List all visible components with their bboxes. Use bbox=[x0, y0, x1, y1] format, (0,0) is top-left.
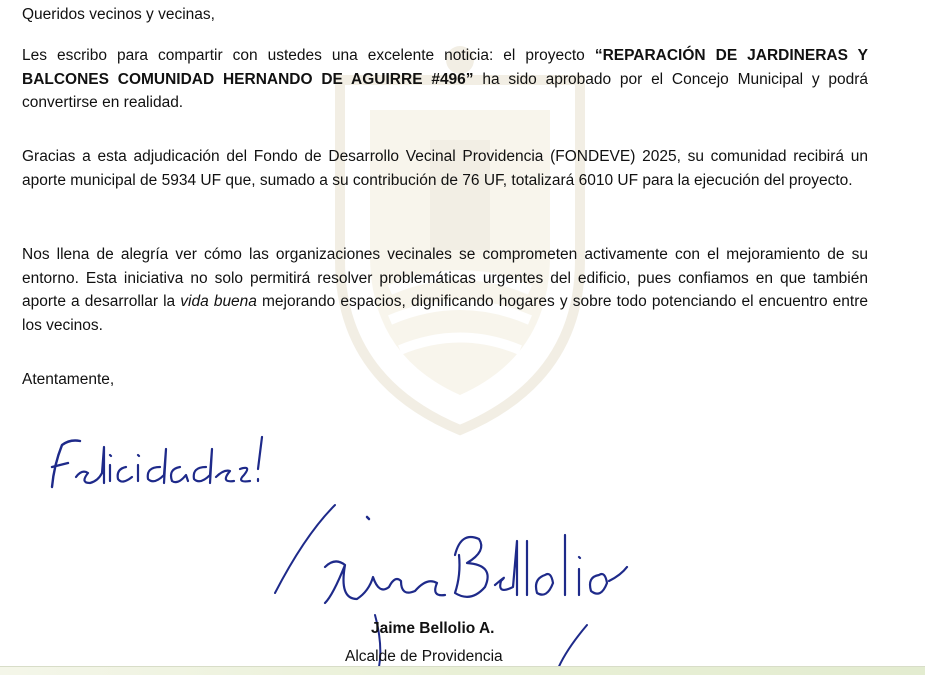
paragraph-encouragement-intro: Nos llena de alegría ver cómo las organizaciones vecinales se comprometen activamente con el mejoramiento de su entorno. Esta iniciativa no solo permitirá resolver problemáticas urgentes del edificio, pues confiamos en que también aporte a desarrollar la bbox=[22, 246, 868, 310]
bottom-edge-strip bbox=[0, 666, 925, 675]
paragraph-approval bbox=[22, 44, 868, 115]
greeting: Queridos vecinos y vecinas, bbox=[22, 6, 215, 23]
closing: Atentamente, bbox=[22, 371, 115, 388]
paragraph-funding: Gracias a esta adjudicación del Fondo de Desarrollo Vecinal Providencia (FONDEVE) 2025, su comunidad recibirá un aporte municipal de 5934 UF que, sumado a su contribución de 76 UF, totalizará 6010 UF para la ejecución del proyecto. bbox=[22, 148, 868, 189]
paragraph-approval-end: ha sido aprobado por el Concejo Municipal y podrá convertirse en realidad. bbox=[22, 70, 869, 111]
paragraph-encouragement bbox=[22, 243, 868, 337]
paragraph-approval-intro: Les escribo para compartir con ustedes una excelente noticia: el proyecto bbox=[22, 47, 595, 64]
handwritten-felicidades-icon bbox=[40, 425, 270, 495]
signer-title: Alcalde de Providencia bbox=[345, 648, 503, 665]
paragraph-encouragement-end: mejorando espacios, dignificando hogares y sobre todo potenciando el encuentro entre los vecinos. bbox=[22, 293, 868, 334]
project-name: “REPARACIÓN DE JARDINERAS Y BALCONES COMUNIDAD HERNANDO DE AGUIRRE #496” bbox=[22, 47, 869, 88]
signer-name: Jaime Bellolio A. bbox=[371, 620, 495, 637]
vida-buena-emphasis: vida buena bbox=[180, 293, 257, 310]
